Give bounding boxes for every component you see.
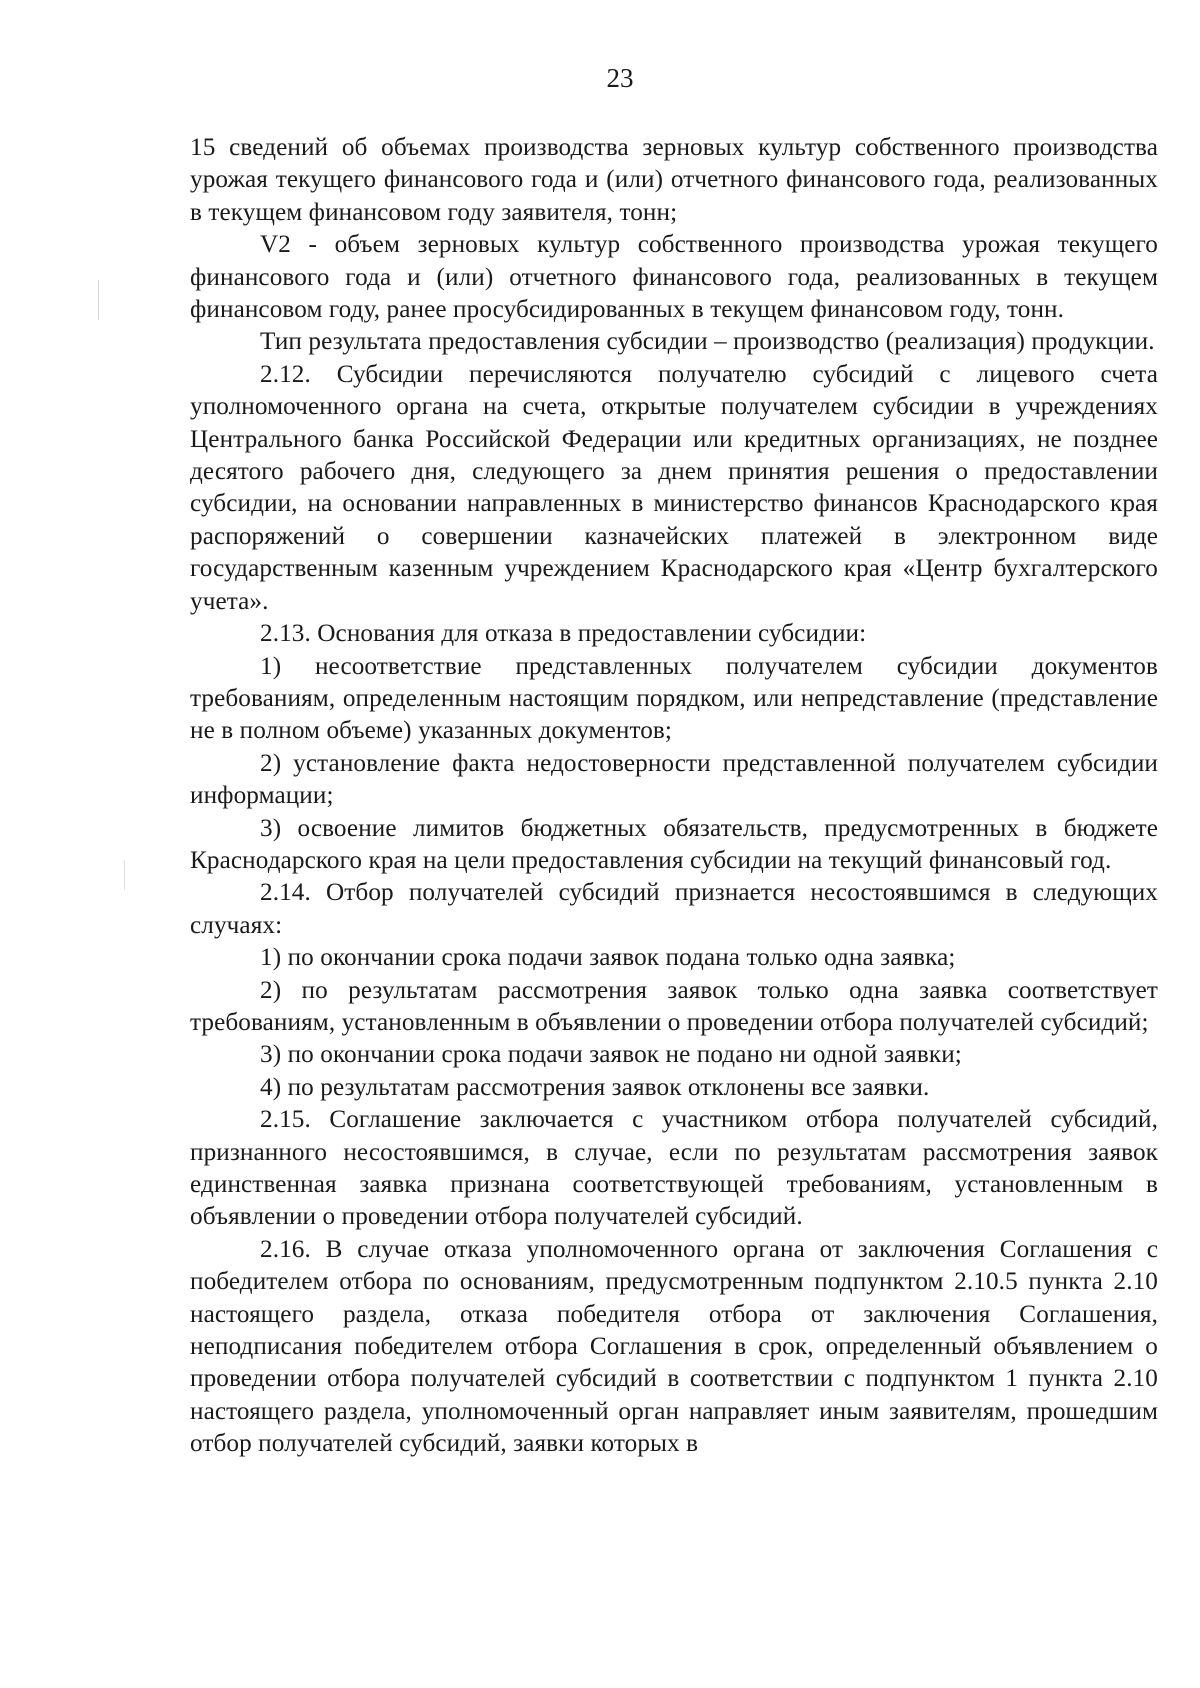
scan-margin-mark [124, 860, 125, 890]
list-item: 4) по результатам рассмотрения заявок отклонены все заявки. [260, 1073, 930, 1101]
paragraph: Тип результата предоставления субсидии – производство (реализация) продукции. [260, 328, 1155, 356]
paragraph: 15 сведений об объемах производства зерновых культур собственного производства урожая текущего финансового года и (или) отчетного финансового года, реализованных в текущем финансовом году заявителя, тонн; [190, 134, 1158, 226]
list-item: 2) по результатам рассмотрения заявок только одна заявка соответствует требованиям, установленным в объявлении о проведении отбора получателей субсидий; [190, 976, 1158, 1036]
paragraph: 2.13. Основания для отказа в предоставлении субсидии: [260, 620, 867, 648]
list-item: 3) освоение лимитов бюджетных обязательств, предусмотренных в бюджете Краснодарского края на цели предоставления субсидии на текущий финансовый год. [190, 814, 1158, 874]
paragraph: 2.14. Отбор получателей субсидий признается несостоявшимся в следующих случаях: [190, 879, 1158, 939]
page-number: 23 [606, 63, 634, 93]
paragraph: 2.15. Соглашение заключается с участником отбора получателей субсидий, признанного несостоявшимся, в случае, если по результатам рассмотрения заявок единственная заявка признана соответствующей требованиям, установленным в объявлении о проведении отбора получателей субсидий. [190, 1106, 1158, 1231]
paragraph: V2 - объем зерновых культур собственного производства урожая текущего финансового года и (или) отчетного финансового года, реализованных в текущем финансовом году, ранее просубсидированных в текущем финансовом году, тонн. [190, 231, 1158, 324]
document-body [190, 132, 1158, 1461]
scan-margin-mark [98, 280, 99, 320]
list-item: 1) по окончании срока подачи заявок подана только одна заявка; [260, 944, 956, 972]
list-item: 2) установление факта недостоверности представленной получателем субсидии информации; [190, 749, 1158, 810]
list-item: 3) по окончании срока подачи заявок не подано ни одной заявки; [260, 1041, 962, 1069]
paragraph: 2.16. В случае отказа уполномоченного органа от заключения Соглашения с победителем отбора по основаниям, предусмотренным подпунктом 2.10.5 пункта 2.10 настоящего раздела, отказа победителя отбора от заключения Соглашения, неподписания победителем отбора Соглашения в срок, определенный объявлением о проведении отбора получателей субсидий в соответствии с подпунктом 1 пункта 2.10 настоящего раздела, уполномоченный орган направляет иным заявителям, прошедшим отбор получателей субсидий, заявки которых в [190, 1235, 1158, 1458]
list-item: 1) несоответствие представленных получателем субсидии документов требованиям, определенным настоящим порядком, или непредставление (представление не в полном объеме) указанных документов; [190, 652, 1158, 745]
paragraph: 2.12. Субсидии перечисляются получателю субсидий с лицевого счета уполномоченного органа на счета, открытые получателем субсидии в учреждениях Центрального банка Российской Федерации или кредитных организациях, не позднее десятого рабочего дня, следующего за днем принятия решения о предоставлении субсидии, на основании направленных в министерство финансов Краснодарского края распоряжений о совершении казначейских платежей в электронном виде государственным казенным учреждением Краснодарского края «Центр бухгалтерского учета». [190, 360, 1158, 615]
